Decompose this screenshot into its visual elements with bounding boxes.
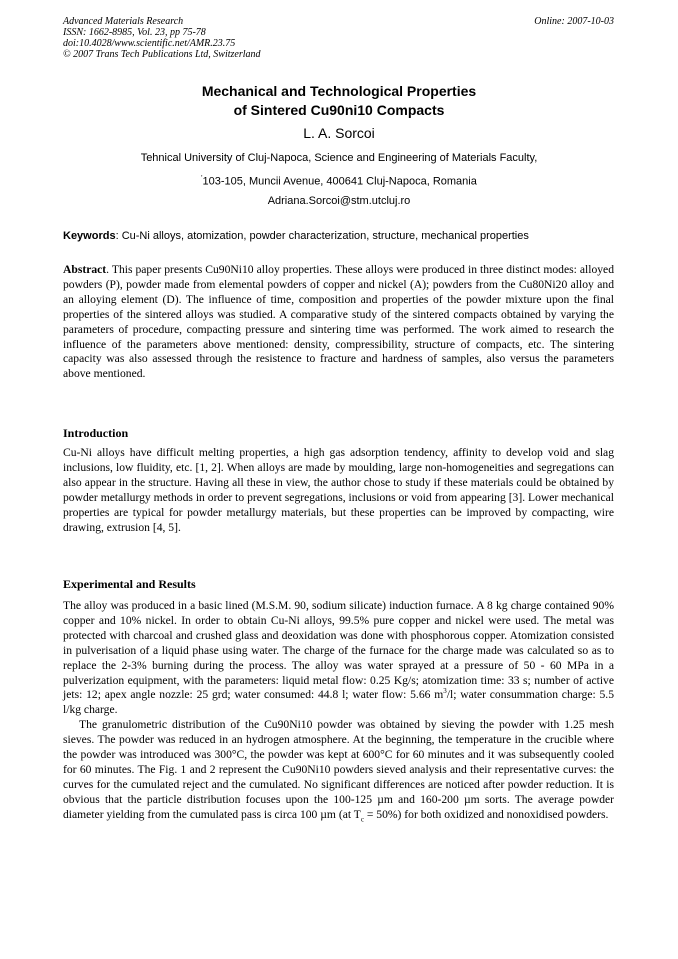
experimental-text <box>63 599 614 823</box>
journal-issn: ISSN: 1662-8985, Vol. 23, pp 75-78 <box>63 27 206 38</box>
experimental-p1-part-a: The alloy was produced in a basic lined (M.S.M. 90, sodium silicate) induction furnace. A 8 kg charge contained 90% copper and 10% nickel. In order to obtain Cu-Ni alloys, 99.5% pure copper and nickel were used. The metal was protected with charcoal and crushed glass and deoxidation was done with phosphorous copper. Atomization consisted in pulverisation of a liquid phase using water. The charge of the furnace for the charge made was calculated so as to replace the 2-3% burning during the process. The alloy was water sprayed at a pressure of 50 - 60 MPa in a pulverization equipment, with the parameters: liquid metal flow: 0.25 Kg/s; atomization time: 33 s; number of active jets: 12; apex angle nozzle: 25 grd; water consumed: 44.8 l; water flow: 5.66 m <box>63 599 614 702</box>
title-line-1: Mechanical and Technological Properties <box>201 83 477 99</box>
cubic-superscript: 3 <box>443 687 447 696</box>
experimental-heading: Experimental and Results <box>63 577 196 591</box>
author-name: L. A. Sorcoi <box>303 125 375 141</box>
affiliation-marker: ' <box>201 175 203 182</box>
affiliation-address: 103-105, Muncii Avenue, 400641 Cluj-Napoca, Romania <box>202 175 477 188</box>
experimental-p2-part-a: The granulometric distribution of the Cu90Ni10 powder was obtained by sieving the powder with 1.25 mesh sieves. The powder was reduced in an hydrogen atmosphere. At the beginning, the temperature in the crucible where the powder was introduced was 300°C, the powder was kept at 600°C for 60 minutes and it was subsequently cooled for 60 minutes. The Fig. 1 and 2 represent the Cu90Ni10 powders sieved analysis and their representative curves: the curves for the cumulated reject and the cumulated. No significant differences are noticed after powder reduction. It is obvious that the particle distribution focuses upon the 100-125 µm and 160-200 µm sorts. The average powder diameter yielding from the cumulated pass is circa 100 µm (at T <box>63 718 614 821</box>
journal-copyright: © 2007 Trans Tech Publications Ltd, Switzerland <box>63 49 261 60</box>
tc-subscript: c <box>360 815 364 823</box>
journal-doi[interactable]: doi:10.4028/www.scientific.net/AMR.23.75 <box>63 38 236 49</box>
author-email[interactable]: Adriana.Sorcoi@stm.utcluj.ro <box>267 195 411 207</box>
abstract-text: . This paper presents Cu90Ni10 alloy properties. These alloys were produced in three distinct modes: alloyed powders (P), powder made from elemental powders of copper and nickel (A); powders from the Cu80Ni20 alloy and an alloying element (D). The influence of time, composition and properties of the powder mixture upon the final properties of the sintered alloys was studied. A comparative study of the sintered compacts obtained by varying the parameters of procedure, compacting pressure and sintering time was performed. The work aimed to research the influence of the parameters above mentioned: density, compressibility, structure of compacts, etc. The sintering capacity was also assessed through the resistence to fracture and hardness of samples, also versus the parameters above mentioned. <box>63 263 614 381</box>
keywords-label: Keywords <box>63 230 116 242</box>
keywords <box>63 229 623 243</box>
experimental-p1-part-b: /l; water consummation charge: 5.5 l/kg charge. <box>63 688 615 717</box>
paper-title <box>0 82 678 120</box>
introduction-paragraph: Cu-Ni alloys have difficult melting properties, a high gas adsorption tendency, affinity to develop void and slag inclusions, low fluidity, etc. [1, 2]. When alloys are made by moulding, large non-homogeneities and segregations can also appear in the structure. Having all these in view, the author chose to study if these materials could be obtained by powder metallurgy methods in order to prevent segregations, inclusions or void from appearing [3]. Lower mechanical properties are typical for powder metallurgy materials, but these properties can be improved by compacting, wire drawing, extrusion [4, 5]. <box>63 446 614 534</box>
abstract-label: Abstract <box>63 263 107 276</box>
introduction-text <box>63 446 614 535</box>
journal-name: Advanced Materials Research <box>63 16 184 27</box>
affiliation-line-1: Tehnical University of Cluj-Napoca, Science and Engineering of Materials Faculty, <box>140 152 538 164</box>
experimental-p2-part-b: = 50%) for both oxidized and nonoxidised powders. <box>363 807 609 821</box>
journal-header <box>63 16 483 60</box>
title-line-2: of Sintered Cu90ni10 Compacts <box>233 102 445 118</box>
experimental-paragraph-1 <box>63 599 614 718</box>
online-date: Online: 2007-10-03 <box>534 16 614 27</box>
keywords-text: : Cu-Ni alloys, atomization, powder characterization, structure, mechanical properties <box>115 230 529 242</box>
affiliation-line-2 <box>0 172 678 189</box>
experimental-paragraph-2 <box>63 718 614 822</box>
abstract <box>63 263 614 382</box>
introduction-heading: Introduction <box>63 426 129 440</box>
